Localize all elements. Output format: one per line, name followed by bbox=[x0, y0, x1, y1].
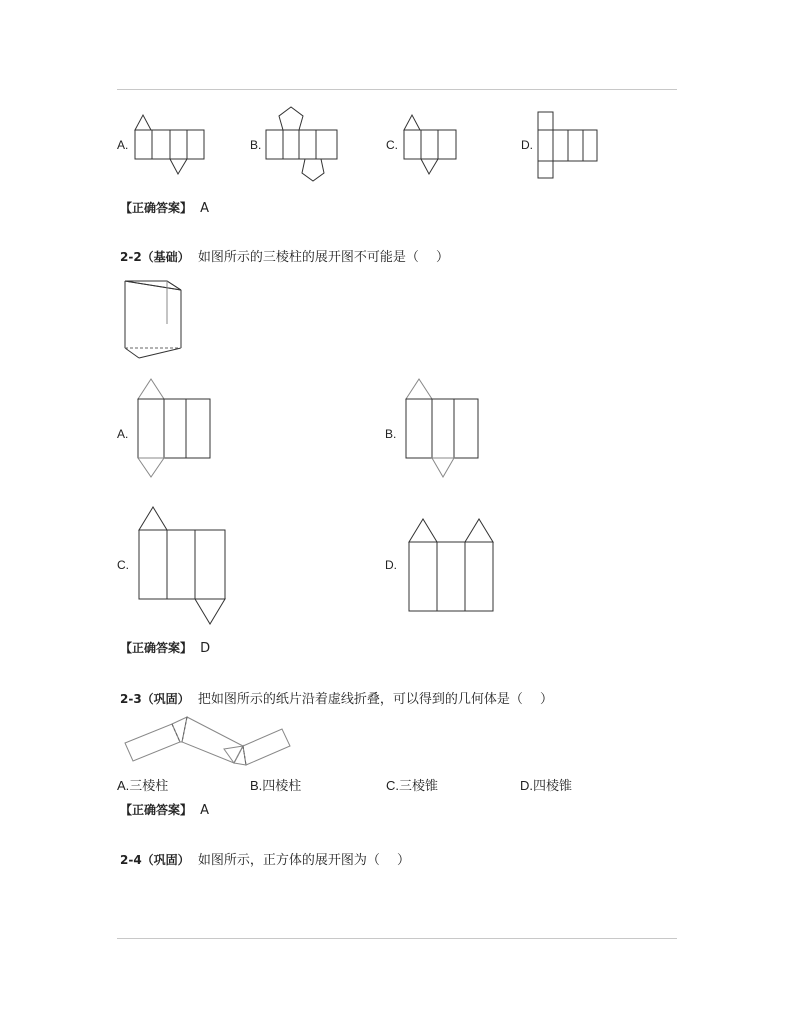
question-text: 如图所示，正方体的展开图为（ ） bbox=[197, 853, 410, 868]
q2-option-d-net-figure bbox=[408, 518, 496, 614]
q2-answer-line bbox=[120, 640, 210, 657]
answer-value: A bbox=[200, 803, 210, 818]
q1-option-d-label: D. bbox=[521, 138, 533, 152]
question-number: 2-4（巩固） bbox=[120, 853, 190, 867]
header-rule bbox=[117, 89, 677, 90]
q3-option-b: B.四棱柱 bbox=[250, 778, 302, 793]
question-text: 如图所示的三棱柱的展开图不可能是（ ） bbox=[197, 250, 449, 265]
q2-option-b-label: B. bbox=[385, 427, 397, 441]
answer-tag: 【正确答案】 bbox=[120, 201, 193, 215]
q3-folding-paper-figure bbox=[124, 712, 292, 770]
q3-option-d: D.四棱锥 bbox=[520, 778, 573, 793]
q3-stem bbox=[120, 691, 553, 708]
q1-option-d-net-figure bbox=[537, 111, 601, 181]
q1-option-a-label: A. bbox=[117, 138, 129, 152]
q1-answer-line bbox=[120, 200, 209, 217]
q2-option-a-net-figure bbox=[137, 378, 213, 480]
q1-option-c-label: C. bbox=[386, 138, 398, 152]
q2-option-c-label: C. bbox=[117, 558, 129, 572]
q2-option-d-label: D. bbox=[385, 558, 397, 572]
q2-stem bbox=[120, 249, 449, 266]
answer-value: D bbox=[200, 641, 211, 656]
q4-stem bbox=[120, 852, 410, 869]
q2-option-c-net-figure bbox=[138, 506, 228, 628]
q2-triangular-prism-figure bbox=[124, 280, 186, 364]
q1-option-a-net-figure bbox=[134, 113, 209, 177]
answer-value: A bbox=[200, 201, 210, 216]
q3-option-c: C.三棱锥 bbox=[386, 778, 439, 793]
q2-option-a-label: A. bbox=[117, 427, 129, 441]
q3-answer-line bbox=[120, 802, 209, 819]
question-number: 2-2（基础） bbox=[120, 250, 190, 264]
answer-tag: 【正确答案】 bbox=[120, 803, 193, 817]
footer-rule bbox=[117, 938, 677, 939]
q1-option-b-net-figure bbox=[265, 106, 345, 184]
answer-tag: 【正确答案】 bbox=[120, 641, 193, 655]
q1-option-c-net-figure bbox=[403, 113, 461, 177]
q2-option-b-net-figure bbox=[405, 378, 481, 480]
question-number: 2-3（巩固） bbox=[120, 692, 190, 706]
q1-option-b-label: B. bbox=[250, 138, 262, 152]
question-text: 把如图所示的纸片沿着虚线折叠，可以得到的几何体是（ ） bbox=[197, 692, 553, 707]
q3-option-a: A.三棱柱 bbox=[117, 778, 169, 793]
